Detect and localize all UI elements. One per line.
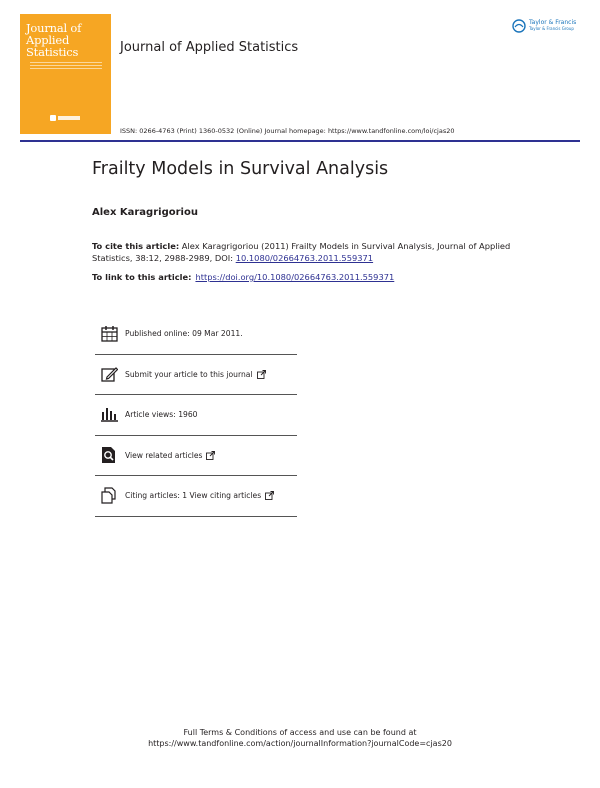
info-row-citing[interactable] bbox=[95, 476, 297, 517]
publisher-logo-icon bbox=[512, 19, 526, 33]
journal-homepage-link[interactable]: https://www.tandfonline.com/loi/cjas20 bbox=[327, 127, 455, 135]
external-link-icon bbox=[265, 491, 274, 500]
footer-terms-link[interactable]: https://www.tandfonline.com/action/journalInformation?journalCode=cjas20 bbox=[148, 739, 452, 748]
journal-name: Journal of Applied Statistics bbox=[120, 40, 299, 55]
journal-cover bbox=[20, 14, 111, 134]
cite-doi-link[interactable]: 10.1080/02664763.2011.559371 bbox=[235, 253, 374, 263]
citing-articles-link[interactable]: Citing articles: 1 View citing articles bbox=[125, 491, 262, 501]
article-info-list bbox=[95, 314, 297, 517]
published-label: Published online: 09 Mar 2011. bbox=[125, 329, 243, 339]
bar-chart-icon bbox=[100, 406, 118, 424]
edit-icon bbox=[100, 365, 118, 383]
external-link-icon bbox=[257, 370, 266, 379]
cover-title: Journal of Applied Statistics bbox=[26, 21, 82, 59]
calendar-icon bbox=[100, 325, 118, 343]
header-divider bbox=[20, 140, 580, 142]
cite-text: Alex Karagrigoriou (2011) Frailty Models in Survival Analysis, Journal of Applied Statistics, 38:12, 2988-2989, DOI: bbox=[92, 241, 511, 263]
citing-icon bbox=[100, 487, 118, 505]
citation bbox=[92, 240, 512, 264]
info-row-related[interactable] bbox=[95, 436, 297, 477]
info-row-views bbox=[95, 395, 297, 436]
article-author: Alex Karagrigoriou bbox=[92, 207, 198, 218]
issn-text: ISSN: 0266-4763 (Print) 1360-0532 (Online) Journal homepage: bbox=[120, 127, 328, 135]
link-to-article bbox=[92, 272, 394, 282]
info-row-published bbox=[95, 314, 297, 355]
publisher-logo[interactable] bbox=[512, 17, 578, 35]
taylor-francis-cover-logo-icon bbox=[50, 114, 80, 122]
external-link-icon bbox=[206, 451, 215, 460]
info-row-submit[interactable] bbox=[95, 355, 297, 396]
submit-article-link[interactable]: Submit your article to this journal bbox=[125, 369, 253, 379]
footer-terms-text: Full Terms & Conditions of access and use can be found at bbox=[183, 728, 417, 737]
issn-line bbox=[120, 127, 454, 135]
related-articles-link[interactable]: View related articles bbox=[125, 450, 203, 460]
cite-label: To cite this article: bbox=[92, 241, 180, 251]
footer bbox=[0, 727, 600, 749]
article-doi-link[interactable]: https://doi.org/10.1080/02664763.2011.559371 bbox=[195, 272, 395, 282]
article-title: Frailty Models in Survival Analysis bbox=[92, 159, 389, 179]
publisher-name: Taylor & Francis bbox=[529, 19, 577, 26]
cover-decoration bbox=[26, 62, 106, 69]
article-views-label: Article views: 1960 bbox=[125, 410, 198, 420]
search-document-icon bbox=[100, 446, 118, 464]
publisher-subtitle: Taylor & Francis Group bbox=[529, 26, 574, 31]
link-to-label: To link to this article: bbox=[92, 272, 192, 282]
